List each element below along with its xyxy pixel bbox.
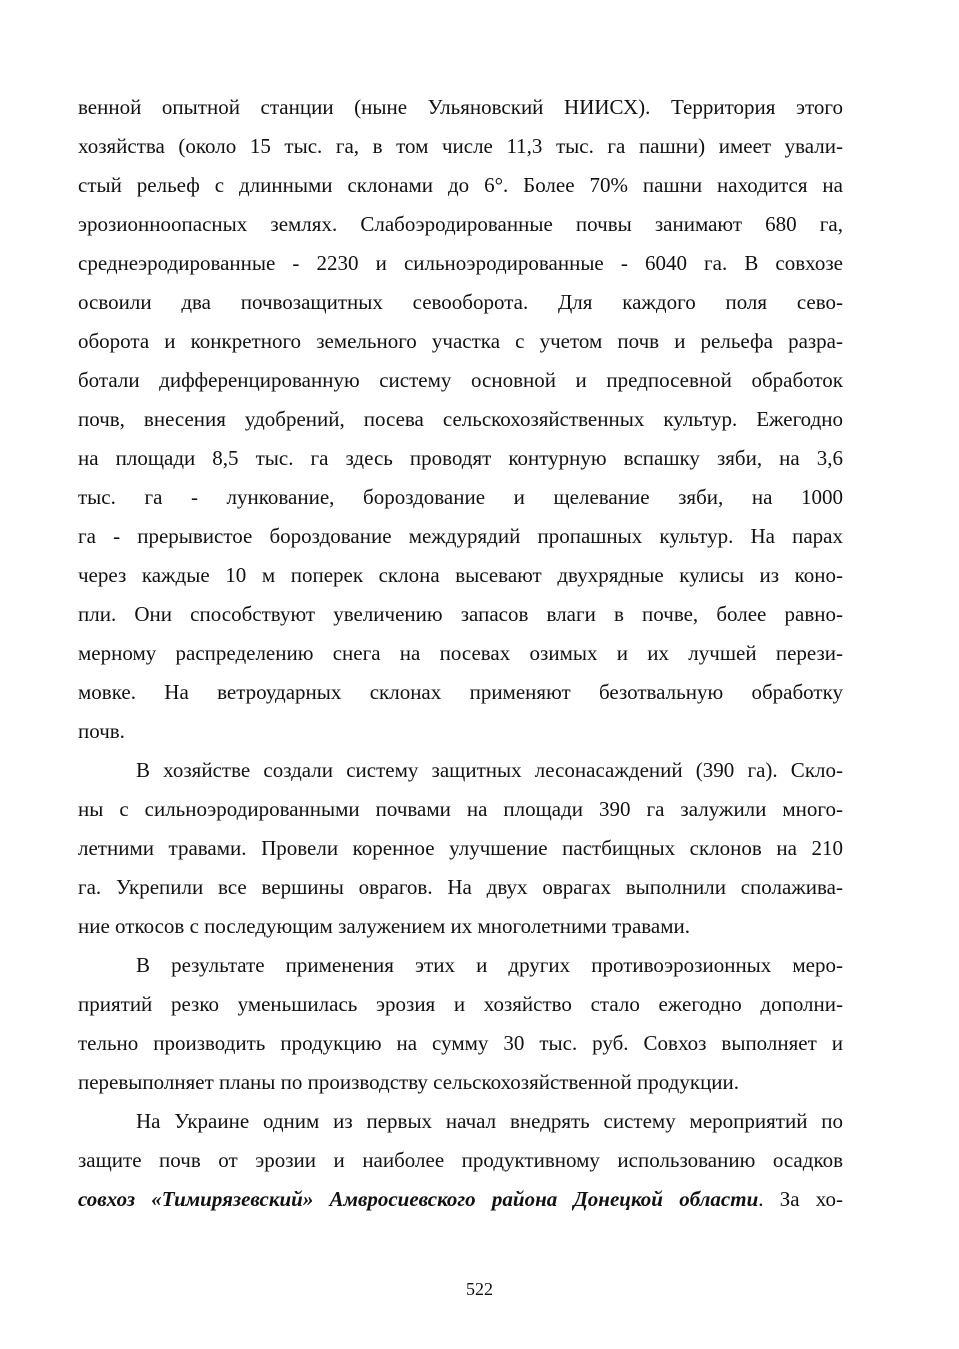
text-line: ботали дифференцированную систему основной и предпосевной обработок	[78, 368, 843, 392]
text-line: на площади 8,5 тыс. га здесь проводят контурную вспашку зяби, на 3,6	[78, 446, 843, 470]
paragraph-4	[78, 1102, 843, 1219]
text-line: защите почв от эрозии и наиболее продуктивному использованию осадков	[78, 1148, 843, 1172]
text-line: пли. Они способствуют увеличению запасов влаги в почве, более равно-	[78, 602, 843, 626]
text-line: тыс. га - лункование, бороздование и щелевание зяби, на 1000	[78, 485, 843, 509]
text-line: хозяйства (около 15 тыс. га, в том числе 11,3 тыс. га пашни) имеет ували-	[78, 134, 843, 158]
text-line: эрозионноопасных землях. Слабоэродированные почвы занимают 680 га,	[78, 212, 843, 236]
text-line: приятий резко уменьшилась эрозия и хозяйство стало ежегодно дополни-	[78, 992, 843, 1016]
text-line: освоили два почвозащитных севооборота. Для каждого поля сево-	[78, 290, 843, 314]
text-line: стый рельеф с длинными склонами до 6°. Более 70% пашни находится на	[78, 173, 843, 197]
text-line: через каждые 10 м поперек склона высевают двухрядные кулисы из коно-	[78, 563, 843, 587]
text-line-emphasis	[78, 1180, 843, 1219]
paragraph-2	[78, 751, 843, 946]
text-line: перевыполняет планы по производству сельскохозяйственной продукции.	[78, 1070, 740, 1094]
text-line: мовке. На ветроударных склонах применяют безотвальную обработку	[78, 680, 843, 704]
text-line: почв.	[78, 719, 125, 743]
paragraph-1	[78, 88, 843, 751]
text-line: мерному распределению снега на посевах озимых и их лучшей перези-	[78, 641, 843, 665]
page-number: 522	[466, 1279, 493, 1299]
text-line: оборота и конкретного земельного участка с учетом почв и рельефа разра-	[78, 329, 843, 353]
text-line: венной опытной станции (ныне Ульяновский НИИСХ). Территория этого	[78, 95, 843, 119]
text-line: ние откосов с последующим залужением их многолетними травами.	[78, 914, 691, 938]
line-tail: . За хо-	[758, 1187, 843, 1211]
body-text	[78, 88, 843, 1219]
text-line: На Украине одним из первых начал внедрять систему мероприятий по	[136, 1109, 843, 1133]
text-line: В результате применения этих и других противоэрозионных меро-	[136, 953, 843, 977]
text-line: га. Укрепили все вершины оврагов. На двух оврагах выполнили сполажива-	[78, 875, 843, 899]
text-line: тельно производить продукцию на сумму 30 тыс. руб. Совхоз выполняет и	[78, 1031, 843, 1055]
paragraph-3	[78, 946, 843, 1102]
text-line: ны с сильноэродированными почвами на площади 390 га залужили много-	[78, 797, 843, 821]
text-line: га - прерывистое бороздование междурядий пропашных культур. На парах	[78, 524, 843, 548]
text-line: среднеэродированные - 2230 и сильноэродированные - 6040 га. В совхозе	[78, 251, 843, 275]
text-line: В хозяйстве создали систему защитных лесонасаждений (390 га). Скло-	[136, 758, 843, 782]
text-line: летними травами. Провели коренное улучшение пастбищных склонов на 210	[78, 836, 843, 860]
text-line: почв, внесения удобрений, посева сельскохозяйственных культур. Ежегодно	[78, 407, 843, 431]
emphasis-text: совхоз «Тимирязевский» Амвросиевского района Донецкой области	[78, 1187, 759, 1211]
